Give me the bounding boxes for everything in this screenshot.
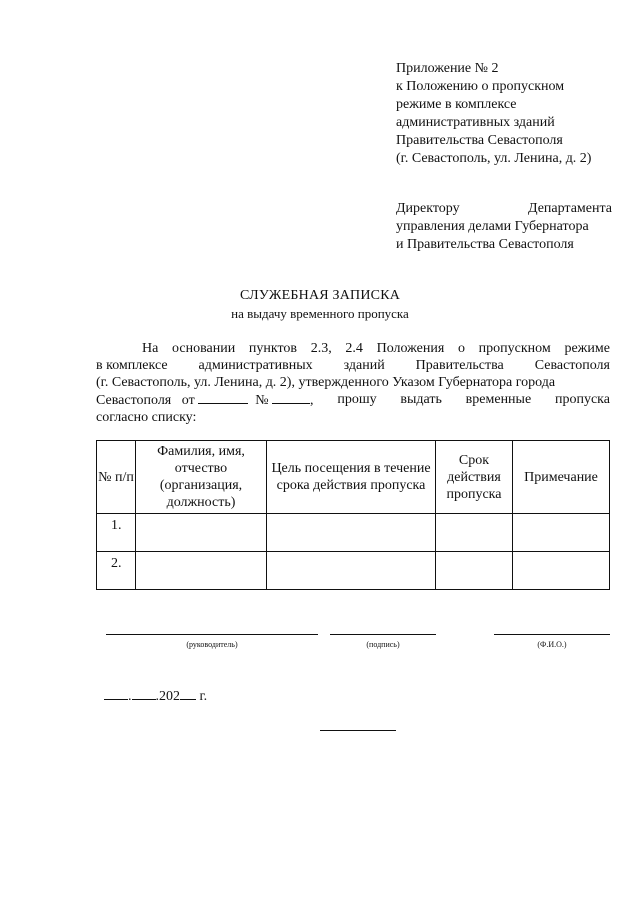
word: пропускном xyxy=(478,341,551,356)
word: На xyxy=(142,341,159,356)
header-note: Примечание xyxy=(513,441,610,514)
year-blank[interactable] xyxy=(180,687,196,700)
appendix-line: (г. Севастополь, ул. Ленина, д. 2) xyxy=(396,151,592,166)
appendix-line: административных зданий xyxy=(396,115,555,130)
head-caption: (руководитель) xyxy=(186,640,238,649)
word: 2.4 xyxy=(345,341,363,356)
header-validity: Срок действия пропуска xyxy=(436,441,513,514)
year-prefix: .202 xyxy=(155,689,180,704)
cell-note[interactable] xyxy=(513,552,610,590)
word: административных xyxy=(198,358,313,373)
header-number: № п/п xyxy=(97,441,136,514)
word: в комплексе xyxy=(96,358,168,373)
word: 2.3, xyxy=(310,341,332,356)
appendix-line: к Положению о пропускном xyxy=(396,79,565,94)
body-line xyxy=(96,374,610,391)
body-line xyxy=(96,340,610,357)
head-signature-line[interactable] xyxy=(106,634,318,635)
body-line-start xyxy=(96,391,314,409)
body-line: согласно списку: xyxy=(96,410,197,425)
table-row xyxy=(97,552,610,590)
body-line-text: (г. Севастополь, ул. Ленина, д. 2), утвержденного Указом Губернатора города xyxy=(96,375,556,390)
document-title: СЛУЖЕБНАЯ ЗАПИСКА xyxy=(239,288,401,303)
pass-list-table xyxy=(96,440,610,590)
addressee-line: и Правительства Севастополя xyxy=(396,237,574,252)
word: от xyxy=(181,393,195,408)
cell-purpose[interactable] xyxy=(267,514,436,552)
document-subtitle: на выдачу временного пропуска xyxy=(231,306,409,321)
cell-validity[interactable] xyxy=(436,514,513,552)
word: основании xyxy=(172,341,236,356)
word: о xyxy=(457,341,465,356)
body-line xyxy=(96,391,610,409)
end-line xyxy=(320,730,396,731)
word: зданий xyxy=(343,358,385,373)
word: пропуска xyxy=(554,392,610,407)
word: пунктов xyxy=(248,341,298,356)
word: прошу xyxy=(337,392,377,407)
body-line xyxy=(96,357,610,374)
addressee-line xyxy=(396,200,612,218)
header-purpose: Цель посещения в течение срока действия пропуска xyxy=(267,441,436,514)
table-header-row xyxy=(97,441,610,514)
body-text xyxy=(96,340,610,426)
date-line xyxy=(104,687,207,705)
addressee-block xyxy=(396,200,612,254)
month-blank[interactable] xyxy=(132,687,156,700)
word: Правительства xyxy=(415,358,504,373)
word: Севастополя xyxy=(534,358,610,373)
word: Севастополя xyxy=(96,393,172,408)
full-name-caption: (Ф.И.О.) xyxy=(537,640,567,649)
word: выдать xyxy=(400,392,442,407)
appendix-line: режиме в комплексе xyxy=(396,97,517,112)
appendix-block xyxy=(396,60,626,168)
header-full-name: Фамилия, имя, отчество (организация, должность) xyxy=(136,441,267,514)
addressee-line: управления делами Губернатора xyxy=(396,219,589,234)
cell-note[interactable] xyxy=(513,514,610,552)
appendix-line: Приложение № 2 xyxy=(396,61,499,76)
full-name-line[interactable] xyxy=(494,634,610,635)
cell-purpose[interactable] xyxy=(267,552,436,590)
word: режиме xyxy=(564,341,610,356)
row-number: 1. xyxy=(97,514,136,552)
word: временные xyxy=(465,392,532,407)
date-separator: . xyxy=(128,689,132,704)
signature-caption: (подпись) xyxy=(366,640,400,649)
date-blank[interactable] xyxy=(198,391,248,404)
table-row xyxy=(97,514,610,552)
word: № xyxy=(255,393,269,408)
addressee-word: Департамента xyxy=(527,201,612,216)
year-suffix: г. xyxy=(196,689,208,704)
row-number: 2. xyxy=(97,552,136,590)
addressee-word: Директору xyxy=(396,201,460,216)
cell-validity[interactable] xyxy=(436,552,513,590)
cell-full-name[interactable] xyxy=(136,552,267,590)
number-blank[interactable] xyxy=(272,391,310,404)
word: , xyxy=(310,393,314,408)
word: Положения xyxy=(376,341,445,356)
day-blank[interactable] xyxy=(104,687,128,700)
signature-line[interactable] xyxy=(330,634,436,635)
appendix-line: Правительства Севастополя xyxy=(396,133,563,148)
cell-full-name[interactable] xyxy=(136,514,267,552)
